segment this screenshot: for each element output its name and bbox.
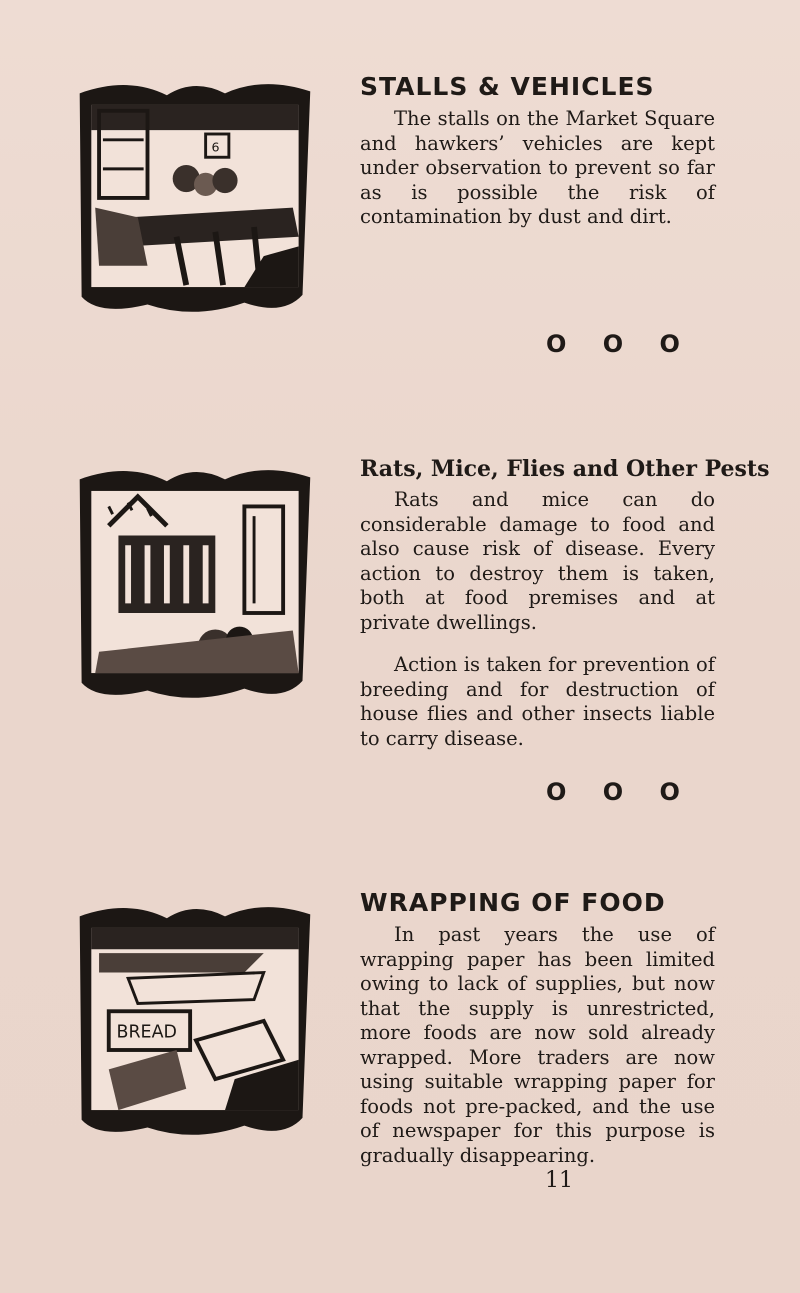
section-paragraph: The stalls on the Market Square and hawkers’ vehicles are kept under observation to prevent so far as is possible the risk of contamination by dust and dirt.: [360, 107, 715, 228]
wrapping-food-section: [360, 888, 715, 1168]
pests-illustration: [66, 458, 322, 706]
market-stall-illustration: [66, 72, 322, 320]
separator-text: O O O: [546, 778, 694, 806]
bread-label: BREAD: [116, 1022, 177, 1043]
market-stall-drawing: [66, 72, 322, 320]
section-paragraph: Action is taken for prevention of breeding and for destruction of house flies and other insects liable to carry disease.: [360, 653, 715, 750]
section-heading: WRAPPING OF FOOD: [360, 888, 666, 917]
pests-section: [360, 456, 770, 751]
bread-wrapping-drawing: [66, 895, 322, 1143]
page-number: 11: [545, 1168, 573, 1193]
section-heading: STALLS & VEHICLES: [360, 72, 655, 101]
pests-drawing: [66, 458, 322, 706]
section-heading: Rats, Mice, Flies and Other Pests: [360, 456, 770, 482]
separator-ornament: [0, 778, 800, 806]
svg-text:6: 6: [211, 139, 220, 155]
stalls-vehicles-section: [360, 72, 715, 230]
bread-wrapping-illustration: [66, 895, 322, 1143]
section-paragraph: Rats and mice can do considerable damage to food and also cause risk of disease. Every action to destroy them is taken, both at food premises and at private dwellings.: [360, 488, 715, 634]
separator-text: O O O: [546, 330, 694, 358]
section-paragraph: In past years the use of wrapping paper has been limited owing to lack of supplies, but now that the supply is unrestricted, more foods are now sold already wrapped. More traders are now using suitable wrapping paper for foods not pre-packed, and the use of newspaper for this purpose is gradually disappearing.: [360, 923, 715, 1167]
separator-ornament: [0, 330, 800, 358]
